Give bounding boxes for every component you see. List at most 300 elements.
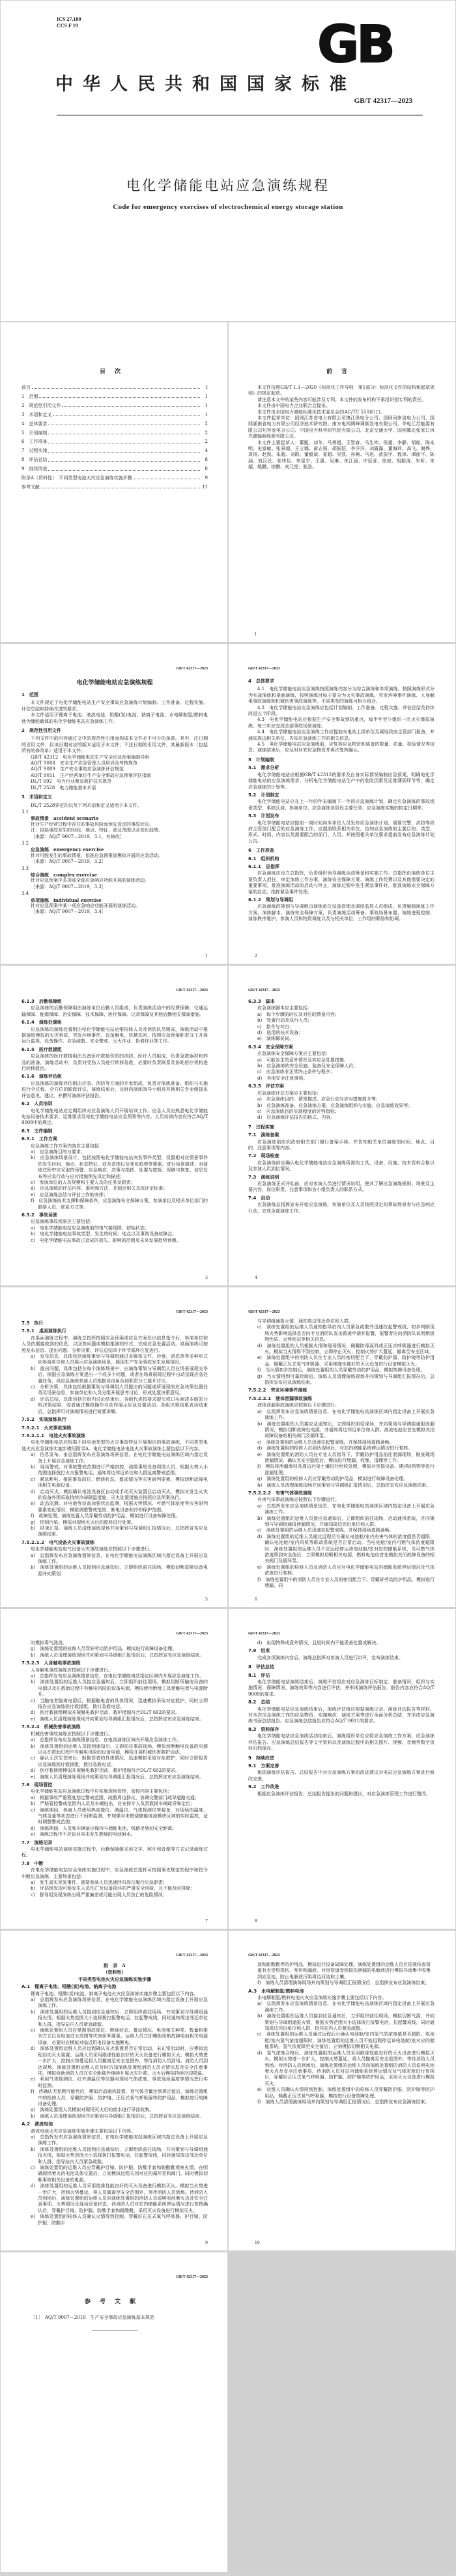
toc-entry[interactable] [21,466,208,472]
chapter-heading: 5 计划编制 [248,757,274,763]
toc-leader-dots [48,430,200,434]
chapter-heading: 4 总体要求 [248,679,274,684]
page-body [248,997,435,1214]
page-body [21,675,208,916]
paragraph: 应急演练的演练评估组由应急、消防等方面的专家组成，负责对演练准备、组织与实施进行全过程、全方位的跟踪评估，演练结束后，及时向演练领导小组及其他相关专业组提出评估意见、建议，并撰写演练评估报告。 [21,1080,208,1099]
appendix-heading: （资料性） [103,1969,126,1976]
chapter-heading: 7 过程实施 [248,1124,274,1130]
toc-entry-label: 6 工作准备 [21,439,48,445]
page-number: 5 [205,1597,208,1602]
paragraph: 电化学储能电站应提前一周时间向本单位人员发布应急演练计划。需要交警、消防等政府主管部门配合的应急演练工作，应提前联系相关单位，告知应急演练的主要目的、类型、形式、时间、内容以及需要配合的部门、人员，并按照相关单位要求提前发布应急演练计划公告。 [248,820,435,844]
paragraph: 下列文件中的内容通过文中的规范性引用而构成本文件必不可少的条款。其中，注日期的引用文件，仅该日期对应的版本适用于本文件；不注日期的引用文件，其最新版本（包括所有的修改单）适用于本文件。 [21,736,208,754]
term-definition: 针对应急预案中某一项应急响应功能开展的演练活动。 [31,903,140,908]
section-heading: 6.1.5 医疗救援组 [21,1046,62,1052]
toc-entry-label: 7 过程实施 [21,448,48,454]
page-body [248,675,435,923]
paragraph: 根据演练评估报告、总结报告中对应急演练方案的改进建议对电站应急演练方案进行修改完善。 [248,1770,435,1782]
toc-entry-label: 1 范围 [21,393,38,399]
section-heading: A.1 锂离子电池、铅酸(炭)电池、钠离子电池 [21,1984,117,1990]
document-page [229,1931,455,2250]
section-heading: 8.3 资料保存 [248,1726,279,1732]
section-heading: 6.1.1 总指挥 [248,863,279,869]
document-page [1,2252,227,2572]
section-heading: 6.3.2 事故场景 [21,1212,57,1218]
toc-entry[interactable] [21,484,208,490]
list-item: a) 总指挥发布应急演练场景信息，在电化学储能电站演练区域内指定设备上开展应急演练工作。 [31,1997,208,2009]
list-item: b) 演练处置组的运维人员接到应急通知后，立即组织前往现场，模拟切断故障设备电源并向策划 [31,1565,208,1576]
section-heading: 7.8 中断 [21,1860,44,1866]
term-definition: 与导调组通报火情，通知周边邻近单位和人群。 [257,1319,353,1324]
section-heading: 7.5.2.2.1 液体泄漏事故演练 [248,1395,312,1401]
section-heading: 6.3.4 安全保障方案 [248,1044,293,1050]
toc-page-number: 11 [202,484,208,490]
list-item: f) 演练人员清理演练现场并向策划与导调组汇报情况后，总指挥宣布应急演练结束。 [257,2099,430,2105]
paragraph: 应急演练前应向政府相关部门履行备案手续，并告知相关单位演练的时间、地点、目的、注意事项等内容。 [248,1139,435,1151]
paragraph: 人身触电事故演练应按照以下步骤进行。 [31,1667,113,1673]
list-item: a) 总指挥发布应急演练情景信息，在电化学储能电站指定区域内开展应急演练工作。 [31,1673,204,1679]
toc-page-number: 2 [205,439,208,445]
toc-leader-dots [48,457,200,461]
section-heading: 7.3 演练说明 [248,1174,279,1180]
paragraph: 在电化学储能电站应急演练实施过程中，应急演练总指挥可按照事先规定的程序和指令中断应急演练，主要场景包括： [21,1868,208,1879]
list-item: e) 应急演练总结与评估工作的安排； [31,1192,108,1197]
list-item: a) 总指挥发布应急演练情景信息，在电化学储能电站演练区域内指定设备上开展应急演练工作。 [257,2001,435,2013]
page-title: 前言 [326,369,356,375]
page-number: Ⅰ [255,632,257,637]
list-item: a) 应急演练目的、情景描述、应急行动与应对措施简介等； [257,1097,380,1102]
running-header: GB/T 42317—2023 [248,1310,280,1314]
toc-leader-dots [48,466,200,470]
list-item: a) 电化学储能电站应急演练前的电气接线图、初始状态； [31,1225,149,1231]
page-number: 6 [255,1597,257,1602]
list-item: c) 督导组发现演练出现严重偏差或可能出现人员伤亡的危险情况； [31,1892,167,1897]
document-page [229,322,455,642]
reference-entry: ［1］ AQ/T 9007—2019 生产安全事故应急演练基本规范 [31,2315,154,2320]
classification-codes [57,16,81,29]
page-title: 目次 [99,369,130,375]
appendix-heading: 附 录 A [104,1963,126,1968]
paragraph: 应急演练脚本应主要包括： [257,1005,312,1011]
document-page [229,644,455,964]
toc-leader-dots [53,412,200,416]
list-item: c) 应急演练目的实现程度的评判指标； [257,1108,339,1114]
list-item: h) 结束汇报。演练人员清理演练现场并向策划与导调组汇报情况后，总指挥宣布应急演练结束。 [31,1526,208,1537]
list-item: b) 处置行动及执行人员； [257,1018,313,1024]
list-item: b) 电化学储能电站事故类型、发生的时间、地点以及事故设备故障点； [31,1231,177,1237]
toc-leader-dots [39,394,200,398]
section-heading: 6.3 文件编制 [21,1128,53,1134]
term-number: 3.4 [21,891,29,897]
document-title: 电化学储能电站应急演练规程 [76,680,153,686]
toc-page-number: 1 [205,412,208,417]
list-item: c) 演练处置组的运维人员通过远程后台确认电池舱/室内氢气的浓度值是否超限。电池舱/室内氢气浓度超限时，演练处置组的运维人员不能远程停运该电池舱/室对应的储能系统，氢气浓度降至安全值后，立刻模拟切断相关电源。 [257,2032,435,2050]
chapter-heading: 6 工作准备 [248,848,274,854]
paragraph: 应急演练的医疗救援组由具备医疗救援资质的消防、医疗人员组成，负责急救器材和药品的准备，演练活动中，负责对受伤人员进行转移急救，必要时负责联系及协助医疗机构进行转移救治。 [21,1054,208,1072]
toc-entry-label: 参考文献 [21,484,40,490]
list-item: a) 总指挥发布应急演练情景信息，在电化学储能电站演练区域内指定设备上开展应急演练工作。 [257,1408,435,1421]
running-header: GB/T 42317—2023 [176,667,208,671]
toc-entry[interactable] [21,475,208,481]
term-number: 3.3 [21,865,29,871]
list-item: c) 参演单位的人员规模和主要人员的任务及职责； [31,1179,135,1185]
section-heading: 6.3.3 脚本 [248,999,275,1004]
list-item: e) 演练人员清理演练现场并向策划与导调组汇报情况后，总指挥宣布应急演练结束。 [31,1716,204,1722]
term-definition: 套和耐酸靴等防护用品，模拟进行设备故障处理。演练处置组的运维人员应巡视检查管道有无受热损伤、变形和漏液，对因管道受热损伤泄漏的电解液进行模拟导流集中收集到应急池，防止电解液污染周边河流和土壤。 [257,1962,431,1980]
paragraph: 本文件由中国电力企业联合会提出。 [257,403,330,409]
section-heading: 8.2 总结 [248,1700,270,1705]
toc-entry[interactable] [21,403,208,409]
list-item: a) 发布信息，具体包括演练策划与导调组通过多媒体文件、沙盘、消息单等多种形式向参演单位和人员展示应急演练场景，展现生产安全事故发生发展情况。 [31,1354,208,1365]
toc-leader-dots [48,439,200,443]
section-heading: 6.1 组织机构 [248,856,279,861]
term-definition: 时模拟毒气洗消。 [31,1640,67,1645]
paragraph: 本文件主要起草人：董甄、刘冬、马勇超、王智春、马生坤、侯超、李静、胡航、陈永明、史富敏、张景超、王立娜、俞志强、胡振恺、李洋洋、刘露露、董海玲、高飞、谢烨、周扬、赵凯、朱超、刘蔚、董毅斌、夏超、吴凯、孙畅、马进、武振宇、程津、谭丽平、陈涵、刘汉民、张玮怡、李星宇、王惠、吴琳、朱江涵、许冠亚、徐波、胡振涛、朱昕、朱超、姚鹏、徐鹏、刘元堂、张浩。 [248,440,435,470]
running-header: GB/T 42317—2023 [176,988,208,992]
chapter-heading: 3 术语和定义 [21,794,52,800]
document-page [1,322,227,642]
document-page [1,1609,227,1929]
paragraph: 根据应急演练评估报告、总结报告提出的问题和建议，对应急演练管理工作进行整改。 [257,1791,431,1797]
document-page [1,1287,227,1607]
section-heading: 5.3 计划发布 [248,813,279,819]
reference-entry: AQ/T 9011 生产经营单位生产安全事故应急预案评估指南 [31,772,151,778]
paragraph: 电化学储能电站应根据GB/T 42312的要求及自身实际情况编制应急预案，明确电化学储能电站的应急演练需求，分析电化学储能电站生产中的危险因素及运维薄弱环节等，确定应急演练的计划等。 [248,772,435,790]
running-header: GB/T 42317—2023 [248,667,280,671]
paragraph: 电化学储能电站应根据不同电池类型的火灾事故特征开展相应的事故演练，不同类型电池火灾应急演练实施步骤见附录A。电化学储能电站电池火灾事故演练主要包括以下内容。 [21,1440,208,1451]
toc-leader-dots [62,403,200,407]
list-item: c) 演练处置组的运维人员应穿戴护目镜、防护服、防酸手套和耐酸靴观察火情，在明确现场着火的电池具体位置后，立刻模拟远程关闭对应的循环泵和阀门，同时模拟切断事故相关设备的电源。 [31,2165,208,2183]
document-page [1,966,227,1285]
list-item: e) 运维人员确认火情得到控制，演练处置组中的检修人员穿戴防护服、防护镜等防护用品，佩戴正压式氧气呼吸器，模拟进行设备故障处理。 [257,2087,435,2099]
toc-entry-label: 3 术语和定义 [21,412,52,417]
toc-entry[interactable] [21,448,208,454]
page-title: 参考文献 [84,2299,145,2305]
list-item: g) 演练处置组人员模拟对现场灭火后的废水进行导流收集。 [31,2107,154,2113]
list-item: e) 演练处置组的消防人员在专业人员指导下，穿戴防护用品前往泄漏现场，勘查现场泄漏情况，确认无安全隐患后，模拟进行堵漏、收集、清理等工作。 [257,1451,435,1463]
list-item: f) 演练处置组中的消防人员在专业人员的密切配合下，穿戴好劳动防护用品，模拟进行堵漏，同 [257,1576,435,1589]
page-body [248,1319,435,1589]
section-heading: 7.5.2.1 火灾事故演练 [21,1425,72,1431]
toc-entry[interactable] [21,385,208,391]
page-body [21,1319,208,1577]
toc-page-number: 4 [205,448,208,454]
running-header: GB/T 42317—2023 [176,1310,208,1314]
paragraph: 应急演练的后勤保障组由演练单位后勤人员组成，负责演练活动中的经费保障、交通运输保障、能源保障、治安保障、技术保障、医疗保障、记录保障及其他后勤相关保障措施。 [21,1005,208,1017]
list-item: e) 演练处置组中的消防人员在专业人员的密切配合下，穿戴防护服、防护镜等防护用品，佩戴正压式氧气呼吸器，采用绝缘性能好的灭火设备进行设备模拟灭火。 [257,1355,435,1367]
paragraph: 应急演练评估方案应主要包括： [257,1090,321,1096]
list-item: d) 医疗救援组模拟开展触电救护活动，救护措施符合DL/T 692的要求。 [31,1710,180,1716]
list-item: b) 现场警戒。对事故警戒范围进行严格封控，疏散事故设备周围人员，根据火势大小范围选择拨打火灾报警电话，通知周边邻近单位和人群远离警戒范围。 [31,1464,208,1476]
list-item: f) 演练人员清理演练现场并向策划与导调组汇报情况后，总指挥宣布应急演练结束。 [257,1980,430,1986]
list-item: d) 出现特殊或意外情况，且短时间内不能妥善处置或解决。 [257,1640,381,1645]
paragraph: DL/T 2528界定的以及下列术语和定义适用于本文件。 [31,802,142,808]
paragraph: 4.5 电化学储能电站应急演练前，应复核应急物资和装备的数量、质量、检验情况等信息；演练结束后，应及时补充应急物资并再次复核确认。 [248,742,435,753]
list-item: d) 启动灭火。模拟确认电池设备区自动或手动灭火装置已启动灭火，模拟对发生火灾的设备外围采取持续冷却隔温措施，灭火处置措施应按照应急预案执行。 [31,1489,208,1500]
paragraph: 4.4 电化学储能电站应急演练工作应提前向电站上级单位及属地政府主管部门报备，并通知周边相关单位，告知应急演练工作的相关信息。 [248,729,435,741]
toc-leader-dots [32,385,200,389]
list-item: a) 应急演练目的与要求； [31,1149,85,1155]
list-item: d) 应急演练的评估内容、准则和方法，并制定相关具体评定标准； [31,1186,168,1192]
paragraph: 4.3 电化学储能电站应根据生产安全事故预防重点，每半年至少组织一次火灾事故演练，每三年应完成全部事故场景演练。 [248,717,435,729]
term-number: 3.2 [21,840,29,846]
chapter-heading: 9 持续改进 [248,1755,274,1761]
list-item: g) 演练处置组的检修人员穿好劳动防护用品，模拟进行故障设备处理。 [31,1646,177,1652]
paragraph: 电化学储能电站演练实施过程中，后勤保障组采用文字、照片和音像等方式记录演练过程。 [21,1847,208,1858]
empty-page-slot [229,2252,455,2572]
paragraph: 应急演练前应确认电化学储能电站应急演练所需的工具、设备、设施、技术资料合格以及参演人员到位情况。 [248,1160,435,1172]
section-heading: 6.3.5 评估方案 [248,1084,284,1089]
list-item: d) 其他安全注意事项。 [257,1075,308,1081]
toc-entry-label: 8 评估总结 [21,457,48,463]
list-item: b) 演练处置组的运维人员接到应急通知后，立即组织前往现场，模拟切断气源，并向策划与导调组通报火情，根据火势范围大小选择拨打报警电话，拉起警戒线，同时通知周边邻近单位和人群，指导站内人员紧急疏散。 [257,2013,435,2032]
list-item: c) 分析决策，具体包括根据策划与导调组人员提出的问题或所展现的应急决策处置任务及场景信息，参演单位和人员分组开展思考讨论，形成处置决策意见。 [31,1384,208,1396]
ccs-code: CCS F 19 [57,23,78,29]
paragraph: 4.2 电化学储能电站应急演练应包括计划编制、工作准备、过程实施、评估总结及持续改进五个阶段。 [248,705,435,717]
paragraph: 4.1 电化学储能电站应急演练按照演练内容分为综合演练和单项演练，按照演练形式分为实战演练和桌面演练，按照演练目标主要分为火灾事故演练、突发环境事件演练、人身触电事故演练和机械伤害事故演练等，不同类型的演练可相互组合。 [248,686,435,705]
page-body [21,1962,208,2226]
paragraph: 本文件规定了电化学储能电站生产安全事故应急演练计划编制、工作准备、过程实施、评估总结和持续改进的要求。 [21,700,208,712]
toc-entry-label: 5 计划编制 [21,430,48,436]
list-item: f) 待确认无复燃可能性后，模拟启动通风装置，待气体含量达到规定值后，演练处置组中的检修人员，穿戴防护服、防护镜、正压式氧气呼吸器等防护用品，模拟进行故障设备处理。 [31,2089,208,2107]
document-page [1,1931,227,2250]
list-item: e) 演练过程中不应盲目向未发生燃烧的电池射水。 [31,1832,135,1838]
list-item: a) 每个步骤的时长及对应的情景内容； [257,1011,339,1017]
list-item: b) 演练处置组的运维人员接应急通知后，立即组织前往现场，模拟切断所触电设备的电源以及在救助过程中有触电风险的设备电源，模拟使用绝缘工具使触电者与电源断开。 [31,1679,208,1698]
list-item: b) 评估组发现可能发生人员伤亡及设备损坏的严重安全风险，且不能及时排除； [31,1886,195,1892]
toc-entry[interactable] [21,394,208,400]
list-item: d) 演练处置组的检修人员到达现场后，对站内储能系统停运情况进行复核。 [257,1446,413,1451]
chapter-heading: 8 评估总结 [248,1664,274,1670]
section-heading: 7.6 现场管控 [21,1782,53,1787]
reference-entry: DL/T 2528 电力储能基本术语 [31,785,96,791]
page-body [21,997,208,1244]
paragraph: 应急演练总指挥宣布开始应急演练，参演单位及人员按照设定的事故场景参与应急响应行动，完成全部演练工作。 [248,1202,435,1214]
section-heading: 7.5.1 桌面演练执行 [21,1328,66,1334]
list-item: b) 应急演练场景设计，包括按照电化学储能电站突发事件类型，设置相对应情景事件的发生时间、地点、状态特征、波及范围以及变化趋势等要素，进行场景描述；对演练过程中应采取的预警、应急响应、决策与指挥、处置与救援、保障与恢复、信息发布等应急行动与应对措施预先设定和描述； [31,1155,208,1179]
paragraph: 应急演练事故场景应主要包括： [31,1219,94,1225]
section-heading: 7.5.2.1.1 电池火灾事故演练 [21,1433,85,1438]
national-standard-heading: 中华人民共和国国家标准 [55,74,356,94]
paragraph: 电化学储能电站应急演练结束后，演练评估组应根据演练记录、演练评估报告等材料，对本次应急演练工作的应急物资、实施响应、演练方案等进行全面分析总结，并形成应急演练书面总结报告。应急演练总结报告应符合AQ/T 9011的要求。 [248,1706,435,1724]
section-heading: 7.5 执行 [21,1321,44,1326]
page-number: 8 [255,1919,257,1924]
list-item: h) 演练人员清理演练现场并向策划与导调组汇报情况后，总指挥宣布应急演练结束。 [31,2113,205,2119]
list-item: d) 演练处置组运维人员应远程确认灭火装置是否正常启动，未正常启动时，应模拟远程启动灭火装置。运维人员采用绝缘性能良好的灭火设备进行模拟灭火。模拟火势进一步扩大，控制火势蔓延将人员撤离至安全范围外，等待消防人员到场。消防人员到达现场，演练处置组运维人员及时告知演练处置组消防人员火情信息及安全注意事项，模拟协助消防人员在安全距离外继续开展火灾扑救，灭火后模拟持续冷却降温。 [31,2046,208,2076]
appendix-heading: 不同类型电池火灾应急演练实施步骤 [78,1976,151,1982]
ics-code: ICS 27.180 [57,16,81,22]
list-item: a) 可能发生的意外情况及其应急处置措施； [257,1057,349,1063]
toc-page-number: Ⅰ [206,385,208,390]
toc-entry[interactable] [21,439,208,445]
section-heading: 5.1 需求分析 [248,765,279,771]
paragraph: 水电解制氢/燃料电池火灾应急演练实施步骤主要包括以下内容。 [257,1995,387,2001]
list-item: f) 故障处理。演练处置人员穿戴劳动防护用品，模拟进行设备故障处理。 [31,1513,180,1519]
paragraph: 应急演练应设立总指挥，负责组织领导演练活动筹备和实施工作。总指挥由演练单位主要负责人担任，审定演练工作方案、演练安全保障方案、演练工作经费以及其他需要决定的重要事项，批准演练活动的启动与终止，演练过程中发生紧急事件时，批准演练安全保障方案的启动，指挥紧急事件处理。 [248,871,435,895]
toc-page-number: 1 [205,393,208,399]
toc-leader-dots [48,448,200,452]
term-name: 事故情景 accident scenario [31,815,99,822]
toc-page-number: 8 [205,466,208,472]
list-item: d) 演练期间，人员和车辆备应保持与储能电池、线路足够的安全距离； [31,1825,177,1831]
paragraph: 有害气体事故演练应按照以下步骤进行。 [257,1497,339,1503]
list-item: c) 当触电者脱离电源后，根据触电者的具体情况，迅速模拟采取对症救护，同时立即报告应急演练医疗救援组，拨打急救电话。 [31,1698,208,1710]
logo-lettering: GB [317,20,393,67]
list-item: b) 应急演练准备、应急演练方案、应急演练组织与实施、应急演练效果等； [257,1102,413,1108]
paragraph: 电化学储能电站演练结束后，演练评估组应对应急演练目标制定、准备情况、组织与实施情况、保障情况、演练效果等内容进行评估，并形成演练评估报告，报告内容应符合AQ/T 9009的要求。 [248,1679,435,1697]
section-heading: 6.2 人员培训 [21,1101,53,1107]
term-definition: 针对生产经营过程中存在的事故风险而预先设定的事故状况。 [31,821,154,827]
list-item: h) 演练人员清理演练现场并向策划与导调组汇报情况后，总指挥宣布应急演练结束。 [257,1482,431,1488]
list-item: c) 应急演练非正常终止条件与程序； [257,1069,335,1075]
paragraph: 应急演练正式开始前，应对参演人员进行情况说明，使其了解应急演练规则、场景及主要内容、岗位职责、注意事项和各小组负责人的联系方式。 [248,1181,435,1193]
list-item: c) 演练处置组人员应掌握事故部位、燃烧状态、蔓延情况、电池相关种类、数量和排列方式以及电池过火范围等灾害研判要素，运维人员立即模拟切断故障电池相关电源设备，必要时应模拟对临近用电设备实施断电。 [31,2028,208,2045]
paragraph: 应急演练工作方案内容应主要包括： [31,1143,104,1149]
list-item: g) 控制污染。模拟对现场灭火后的废料进行处置。 [31,1519,136,1525]
list-item: e) 演练处置组的检修人员及消防人员应对电化学储能电站内储能系统停运情况及气体浓度进行复核。 [257,1564,435,1576]
chapter-heading: 2 规范性引用文件 [21,728,61,734]
page-body [21,2298,208,2331]
list-item: e) 演练解说词。 [257,1036,294,1042]
list-item: c) 演练处置组的运维人员迅速拉起警戒线，并保持现场道路通畅。 [257,1439,394,1445]
list-item: e) 演练人员清理演练现场并向策划与导调组汇报情况后，总指挥宣布应急演练结束。 [31,1774,204,1780]
list-item: d) 演练处置组的运维人员采用绝缘性能良好的灭火设备进行模拟灭火。模拟当火势进一步扩大，控制火势蔓延，将人员撤离至安全范围外，等待消防人员到场。待消防人员到场后，演练处置组的运维人员向演练处置组的消防人员说明电池着火点及安全注意事项、火势情况及现场设备状态，待消防人员对站内储能系统停运情况进行复核确认后，穿戴护目镜、防护服、防酸手套和耐酸靴，采用灭火设备进行模拟灭火。 [31,2183,208,2213]
section-heading: 8.1 评估 [248,1672,270,1678]
paragraph: 电化学储能电站应在上一年的年末编制下一年的应急演练计划，确定应急演练的事故场景类型、事故区域、参演单位、应急演练各阶段主要任务、应急演练实施的拟定日期等。 [248,799,435,811]
toc-page-number: 8 [205,457,208,463]
page-number: 9 [205,2241,208,2245]
section-heading: 7.5.2.2 突发环境事件演练 [248,1388,307,1393]
list-item: d) 氢气浓度合格后，演练处置组的运维人员采用绝缘性能良好的灭火设备进行模拟灭火。模拟火势进一步扩大，控制火势蔓延，将人员撤离至安全范围外，等待消防人员到场。待消防人员到场后，演练处置组的运维人员向演练处置组的消防人员说明电池着火点及安全注意事项，待消防人员对站内储能系统停运情况及气体浓度进行复核后，穿戴好正压式氧气呼吸器、防护服、防护镜等防护用品，采用灭火设备进行模拟灭火。 [257,2050,435,2086]
running-header: GB/T 42317—2023 [176,1632,208,1636]
list-item: f) 应急演练技术支撑和保障条件，应急演练安全保障方案，参演单位及相关单位部门的联络人员、联系方式等。 [31,1198,208,1210]
page-body [248,1640,435,1797]
list-item: b) 演练处置组的人员接应急通知后，立即组织前往现场，并向策划与导调组通报泄漏情况，模拟切断故障处电源，并通知周边邻近单位和人群。液流电池应首先模拟关闭故障设备的相关阀门及循环泵。 [257,1421,435,1439]
chapter-heading: 1 范围 [21,692,38,697]
list-item: c) 演练处置组的运维人员通知指导站内人员紧急疏散并迅速拉起警戒线，初步判断现场火势影响选择是否向专业消防队发出救援申请并报警，报警者应向消防队说明燃烧物性质、火势状况等相关信息。 [257,1324,435,1343]
list-item: d) 评估总结，具体包括在组内讨论结束后，各组代表按要求提交或口头阐述本组的分析决策结果，或者通过模拟操作与动作展示应急处置活动。各组决策结果表达结束后，总指挥可对演练情况进行简要讲解。 [31,1396,208,1414]
list-item: h) 演练人员清理演练现场并向策划与导调组汇报情况后，总指挥宣布应急演练结束。 [31,1652,205,1658]
list-item: d) 演练处置组的运维人员通过远程后台确认电池舱/室内有害气体的浓度值是否超限，确认电池舱/室内风机等联动系统是否正常启动。当电池舱/室内可燃气体浓度超限时，演练处置组的运维人员不应远程停运该电池舱/室对应的储能系统，当可燃气体浓度降到安全值后，立即模拟切断相关电源，燃料电池应首先模拟关闭故障设备的相关阀门及循环泵。 [257,1533,435,1564]
running-header: GB/T 42317—2023 [248,1632,280,1636]
toc-entry-label: 2 规范性引用文件 [21,402,61,408]
list-item: f) 模拟将泄漏废料及周边污染土壤进行回收处理，模拟对受损设备、建(构)筑物等进行泄漏处理。 [257,1464,435,1476]
toc-page-number: 2 [205,430,208,436]
list-item: c) 电化学储能电站事故已造成的损失、影响的范围及未来发展趋势预测。 [31,1237,181,1243]
toc-page-number: 9 [205,475,208,481]
section-heading: 7.5.2 实战演练执行 [21,1417,66,1423]
term-definition: 针对可能发生的事故情景，依据应急预案而模拟开展的应急活动。 [31,852,163,858]
section-heading: 9.1 方案完善 [248,1763,279,1769]
reference-entry: DL/T 692 电力行业紧急救护技术规范 [31,779,111,785]
paragraph: 电化学储能电站应急演练过程中应实施现场管控，管控内容主要包括： [31,1789,172,1795]
section-heading: 6.1.2 策划与导调组 [248,897,293,903]
toc-entry[interactable] [21,430,208,436]
list-item: a) 信息发布。由总指挥发布应急演练场景信息，在电化学储能电站演练区域内指定设备上开展应急演练工作。 [31,1452,208,1464]
term-definition: 针对应急预案中多项或全部应急响应功能开展的演练活动。 [31,878,149,884]
toc-leader-dots [41,484,200,488]
list-item: c) 指令与对白； [257,1024,294,1029]
list-item: g) 演练处置组的检修人员应穿戴劳动防护用品，模拟进行故障设备处理。 [257,1476,408,1482]
list-item: a) 总指挥发布应急演练情景信息，在电化学储能电站演练区域内指定设备上开展应急演练工作。 [31,2134,208,2146]
list-item: g) 当火情得到可靠控制后，演练人员清理演练现场并向策划与导调组汇报情况后，总指挥宣布应急演练结束。 [257,1373,435,1386]
term-definition: ［来源：AQ/T 9007—2019，3.3］ [31,884,106,889]
term-name: 综合演练 complex exercise [31,871,98,878]
page-body [21,368,208,494]
term-number: 3.1 [21,809,29,815]
toc-entry[interactable] [21,421,208,427]
reference-entry: AQ/T 9009 生产安全事故应急演练评估规范 [31,766,124,772]
page-number: 1 [205,954,208,959]
document-page [229,966,455,1285]
running-header: GB/T 42317—2023 [176,1953,208,1957]
section-heading: 7.9 结束 [248,1648,270,1654]
list-item: b) 严格管控警戒范围内人员及车辆进出，应安排专人负责救援车辆疏导和定位； [31,1801,195,1807]
paragraph: 在桌面演练过程中，演练总指挥按照应急预案或应急方案发出信息指令后，参演单位和人员依据接收到的信息，以回答问题或模拟推演的形式，完成应急处置活动。桌面演练可按照发布信息、提出问题、分析决策、评估总结四个环节循环往复进行。 [21,1335,208,1353]
section-heading: 7.2 现场检查 [248,1153,279,1159]
list-item: d) 应急演练评估报告的格式、内容。 [257,1115,335,1121]
list-item: c) 演练期间，参演人员使用热成像仪、测温仪、气体探测仪等装备，对现场的温度、气体含量等状态进行不间断监测，并加强对未燃烧储能电池模块区域的实时监控，适时调整警戒范围； [31,1807,208,1825]
document-page [229,1609,455,1929]
section-heading: 6.1.4 演练处置组 [21,1020,62,1026]
section-heading: 9.2 工作改进 [248,1784,279,1790]
list-item: a) 总指挥发布应急演练情景信息，在电化学储能电站演练区域内指定设备上开展应急演练工作。 [257,1503,435,1515]
section-heading: 5.2 计划制定 [248,792,279,798]
running-header: GB/T 42317—2023 [176,2275,208,2279]
page-number: 4 [255,1276,257,1280]
paragraph: 液流电池火灾应急演练实施步骤主要包括以下内容。 [31,2128,135,2134]
toc-leader-dots [134,475,200,479]
list-item: e) 利用气体探测仪、红外测温仪等仪器对现场气体浓度、事故现场温度等情况进行实时监测。 [31,2077,208,2088]
toc-page-number: 2 [205,421,208,427]
list-item: b) 演练处置组的运维人员接应急通知后，立即组织前往现场，启动通风系统，并向策划与导调组通报泄漏情况，并通知周边邻近单位和人群。 [257,1515,435,1527]
paragraph: 电化学储能电站应急演练活动结束后，演练组织单位应将应急演练工作方案、应急演练评估报告、应急演练总结报告等文字资料以及演练过程中的相关图片、视频、音频等数字资料归档保存。 [248,1733,435,1752]
gb-logo-icon [309,20,401,67]
section-heading: 7.4 启动 [248,1195,270,1201]
list-item: d) 医疗救援组模拟开展触电救护活动，救护措施符合DL/T 692的要求。 [31,1768,180,1774]
term-definition: ［来源：AQ/T 9007—2019，3.1，有修改］ [31,833,124,839]
toc-entry[interactable] [21,412,208,418]
cover-divider [57,115,423,116]
paragraph: 本文件起草单位：国网江苏省电力有限公司镇江供电分公司、国网河南省电力公司、国网湖南省电力有限公司经济技术研究院、南方电网调峰调频发电有限公司、华电江苏能源有限公司句容发电分公司、中国电力科学研究院有限公司、北京交通大学、国网冀北张家口风光储输新能源有限公司。 [248,415,435,440]
toc-entry[interactable] [21,457,208,463]
document-page [1,644,227,964]
page-number: 10 [255,2241,260,2245]
term-name: 应急演练 emergency exercise [31,847,104,853]
term-name: 单项演练 individual exercise [31,897,102,903]
term-definition: ［来源：AQ/T 9007—2019，3.2］ [31,859,106,865]
list-item: d) 演练处置组的人员根据火情和现场情况，佩戴防毒面具或正压式呼吸器进行模拟灭火。模拟当火情得不到控制，立即停止灭火，控制火势扩大蔓延，撤离至安全区域。 [257,1343,435,1355]
cover-title-cn: 电化学储能电站应急演练规程 [126,178,330,193]
paragraph: 完成各项演练内容后，演练总指挥对参演人员进行讲评，宣布演练结束。 [257,1655,403,1660]
cover-title-en: Code for emergency exercises of electrochemical energy storage station [113,203,343,211]
running-header: GB/T 42317—2023 [248,1953,280,1957]
list-item: b) 提出问题，具体包括在每个演练场景中，由演练策划与导调组人员在场景展现完毕后，根据应急演练方案提出一个或多个问题，或者在场景展现过程中自动呈现应急处置任务，供应急演练参演人员根据各自角色和职责分工展开讨论。 [31,1365,208,1384]
list-item: a) 总指挥发布应急演练情景信息，在电化学储能电站演练区域内指定设备上开展应急演练工作。 [31,1552,208,1565]
page-number: 2 [255,954,257,959]
paragraph: 液体泄漏事故演练应按照以下步骤进行。 [257,1403,339,1408]
section-heading: A.3 水电解制氢/燃料电池 [248,1988,304,1994]
paragraph: 锂离子电池、铅酸(炭)电池、钠离子电池火灾应急演练实施步骤主要包括以下内容。 [31,1991,199,1996]
section-heading: 6.3.1 工作方案 [21,1136,57,1142]
list-item: e) 动态监测。对电池等设备加强状态监测，根据火势情况、可燃气体浓度等灾害研判要素变化情况，模拟调整警戒范围、断电设备和冷却保护范围。 [31,1501,208,1513]
section-heading: 7.7 演练记录 [21,1840,53,1845]
section-heading: 6.1.3 后勤保障组 [21,999,62,1004]
list-item: e) 演练处置组的检修人员确认火情得到控制，穿戴好正压式氧气呼吸器、护目镜、防护服、防酸手 [31,2214,208,2226]
toc-entry-label: 4 总体要求 [21,421,48,427]
term-definition: ［来源：AQ/T 9007—2019，3.4］ [31,909,106,915]
list-item: b) 演练处置组的运维人员接到应急通知后，立即组织前往现场，并向策划与导调组通报火情，根据火势范围大小选择拨打报警电话，拉起警戒线，同时通知周边邻近单位和人群，指导站内人员紧急疏散。 [31,2009,208,2027]
cover-page [1,1,455,321]
